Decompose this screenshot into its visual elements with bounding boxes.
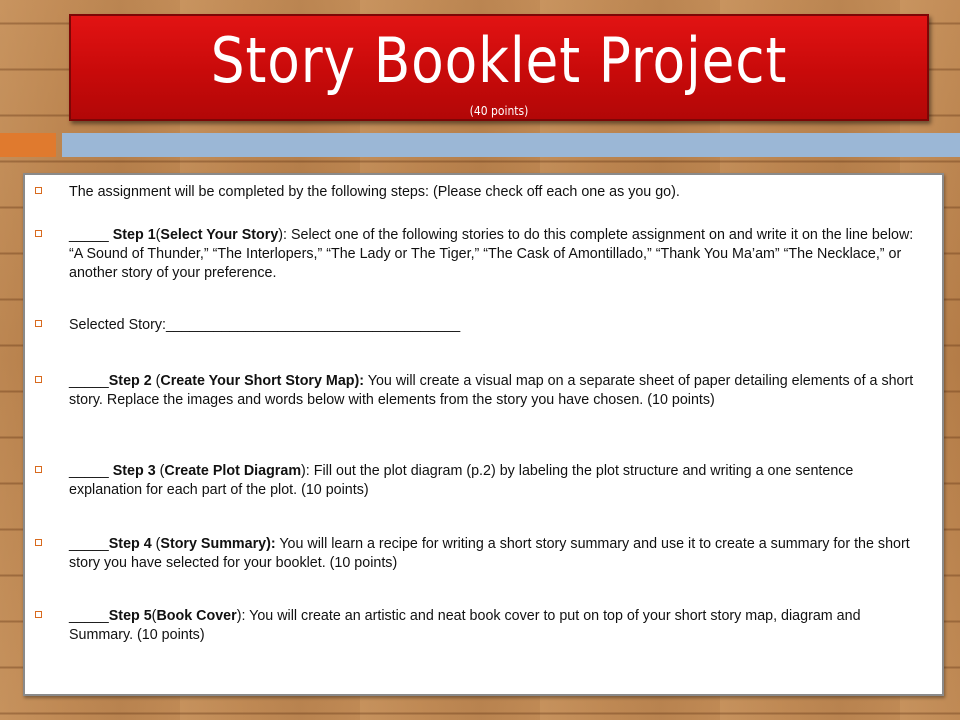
text-run: ( <box>151 373 161 389</box>
square-bullet-icon <box>35 320 42 327</box>
bold-text: Step 5 <box>108 608 152 624</box>
text-run: Selected Story:_____________________________________ <box>69 317 461 333</box>
bold-text: Book Cover <box>156 608 237 624</box>
content-panel <box>23 173 944 696</box>
text-run: ( <box>155 227 161 243</box>
square-bullet-icon <box>35 376 42 383</box>
square-bullet-icon <box>35 187 42 194</box>
text-run: You will learn a recipe for writing a short story summary and use it to create a summary for the short story you have selected for your booklet. (10 points) <box>69 536 910 571</box>
list-item-text <box>69 316 919 335</box>
page-subtitle: (40 points) <box>469 104 529 118</box>
text-run: You will create a visual map on a separate sheet of paper detailing elements of a short story. Replace the images and words below with elements from the story you have chosen. (10 points) <box>69 373 914 408</box>
list-item-text <box>69 226 919 283</box>
bold-text: Create Plot Diagram <box>164 463 302 479</box>
bold-text: Step 2 <box>108 373 152 389</box>
list-item-text <box>69 535 919 573</box>
text-run: ( <box>151 608 157 624</box>
square-bullet-icon <box>35 230 42 237</box>
list-item-text <box>69 372 919 410</box>
text-run: _____ <box>69 463 113 479</box>
bold-text: Step 4 <box>108 536 152 552</box>
text-run: _____ <box>69 227 113 243</box>
square-bullet-icon <box>35 611 42 618</box>
bold-text: Step 1 <box>112 227 156 243</box>
text-run: _____ <box>69 373 109 389</box>
text-run: ): Fill out the plot diagram (p.2) by labeling the plot structure and writing a one sentence explanation for each part of the plot. (10 points) <box>69 463 854 498</box>
text-run: ( <box>155 463 165 479</box>
accent-bar-orange <box>0 133 56 157</box>
bold-text: Story Summary): <box>160 536 276 552</box>
square-bullet-icon <box>35 539 42 546</box>
title-banner <box>69 14 929 121</box>
text-run: ): Select one of the following stories to do this complete assignment on and write it on the line below: “A Sound of Thunder,” “The Interlopers,” “The Lady or The Tiger,” “The Cask of Amontillado,” “Thank You Ma’am” “The Necklace,” or another story of your preference. <box>69 227 914 281</box>
text-run: _____ <box>69 536 109 552</box>
text-run: The assignment will be completed by the following steps: (Please check off each one as you go). <box>69 184 680 200</box>
list-item-text <box>69 462 919 500</box>
bold-text: Select Your Story <box>160 227 279 243</box>
square-bullet-icon <box>35 466 42 473</box>
list-item-text <box>69 183 919 202</box>
bold-text: Create Your Short Story Map): <box>160 373 365 389</box>
page-title: Story Booklet Project <box>210 24 788 97</box>
text-run: ( <box>151 536 161 552</box>
text-run: ): You will create an artistic and neat book cover to put on top of your short story map, diagram and Summary. (10 points) <box>69 608 861 643</box>
accent-bar-blue <box>62 133 960 157</box>
text-run: _____ <box>69 608 109 624</box>
list-item-text <box>69 607 919 645</box>
bold-text: Step 3 <box>112 463 156 479</box>
